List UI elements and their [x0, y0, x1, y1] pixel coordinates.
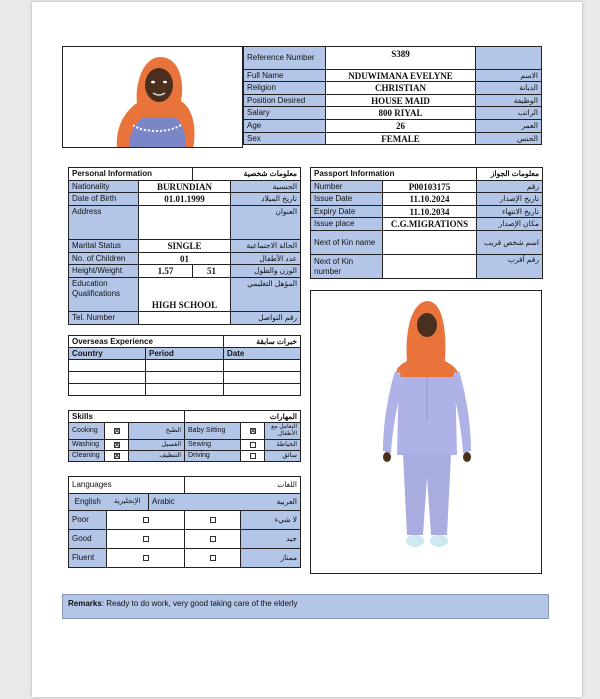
checked-box-icon: [114, 442, 120, 448]
issue-date-label: Issue Date: [311, 193, 383, 206]
kin-name-value: [383, 231, 477, 255]
portrait-photo: [62, 46, 243, 148]
religion-ar: الديانة: [476, 82, 542, 95]
education-value: HIGH SCHOOL: [139, 278, 231, 312]
issue-date-value: 11.10.2024: [383, 193, 477, 206]
hw-label: Height/Weight: [69, 265, 139, 278]
arabic-fluent-checkbox: [185, 549, 241, 568]
skill-cleaning-label: Cleaning: [69, 451, 105, 462]
height-value: 1.57: [139, 265, 193, 278]
overseas-cell: [146, 384, 224, 396]
header-info-table: [243, 46, 542, 145]
age-label: Age: [244, 120, 326, 133]
skill-washing-checkbox: [105, 440, 129, 451]
dob-ar: تاريخ الميلاد: [231, 193, 301, 206]
languages-table: [68, 476, 301, 568]
personal-title: Personal Information: [69, 168, 193, 181]
issue-date-ar: تاريخ الإصدار: [477, 193, 543, 206]
portrait-image: [63, 47, 243, 148]
fullname-ar: الاسم: [476, 70, 542, 82]
age-value: 26: [326, 120, 476, 133]
marital-ar: الحالة الاجتماعية: [231, 240, 301, 253]
overseas-title: Overseas Experience: [69, 336, 224, 348]
kin-number-ar: رقم أقرب: [477, 255, 543, 279]
languages-title-ar: اللغات: [185, 477, 301, 494]
dob-label: Date of Birth: [69, 193, 139, 206]
sex-ar: الجنس: [476, 133, 542, 145]
skill-cleaning-checkbox: [105, 451, 129, 462]
children-ar: عدد الأطفال: [231, 253, 301, 265]
nationality-label: Nationality: [69, 181, 139, 193]
overseas-cell: [224, 360, 301, 372]
overseas-title-ar: خبرات سابقة: [224, 336, 301, 348]
children-label: No. of Children: [69, 253, 139, 265]
remarks-box: [62, 594, 549, 619]
weight-value: 51: [193, 265, 231, 278]
sex-label: Sex: [244, 133, 326, 145]
skill-sewing-label: Sewing: [185, 440, 241, 451]
salary-label: Salary: [244, 107, 326, 120]
skill-sewing-ar: الخياطة: [265, 440, 301, 451]
expiry-date-ar: تاريخ الانتهاء: [477, 206, 543, 218]
passport-number-ar: رقم: [477, 181, 543, 193]
skill-driving-label: Driving: [185, 451, 241, 462]
education-ar: المؤهل التعليمي: [231, 278, 301, 312]
issue-place-ar: مكان الإصدار: [477, 218, 543, 231]
personal-title-ar: معلومات شخصية: [193, 168, 301, 181]
expiry-date-label: Expiry Date: [311, 206, 383, 218]
salary-ar: الراتب: [476, 107, 542, 120]
skill-cooking-checkbox: [105, 423, 129, 440]
personal-info-table: [68, 167, 301, 325]
english-label: English: [69, 494, 107, 511]
dob-value: 01.01.1999: [139, 193, 231, 206]
overseas-cell: [69, 372, 146, 384]
children-value: 01: [139, 253, 231, 265]
checked-box-icon: [250, 428, 256, 434]
tel-label: Tel. Number: [69, 312, 139, 325]
remarks-label: Remarks: [68, 599, 102, 608]
cv-page: [32, 2, 582, 697]
english-poor-checkbox: [107, 511, 185, 530]
overseas-cell: [146, 360, 224, 372]
address-label: Address: [69, 206, 139, 240]
kin-name-ar: اسم شخص قريب: [477, 231, 543, 255]
arabic-good-checkbox: [185, 530, 241, 549]
nationality-value: BURUNDIAN: [139, 181, 231, 193]
religion-value: CHRISTIAN: [326, 82, 476, 95]
level-poor-ar: لا شيء: [241, 511, 301, 530]
salary-value: 800 RIYAL: [326, 107, 476, 120]
full-body-photo: [310, 290, 542, 574]
reference-value: S389: [326, 47, 476, 70]
passport-title: Passport Information: [311, 168, 477, 181]
level-fluent-ar: ممتاز: [241, 549, 301, 568]
skills-title: Skills: [69, 411, 185, 423]
skill-washing-ar: الغسيل: [129, 440, 185, 451]
marital-value: SINGLE: [139, 240, 231, 253]
full-body-image: [311, 291, 542, 574]
overseas-cell: [69, 360, 146, 372]
remarks-text: : Ready to do work, very good taking care of the elderly: [101, 599, 298, 608]
empty-box-icon: [210, 536, 216, 542]
position-label: Position Desired: [244, 95, 326, 107]
expiry-date-value: 11.10.2034: [383, 206, 477, 218]
age-ar: العمر: [476, 120, 542, 133]
overseas-col-date: Date: [224, 348, 301, 360]
skill-cooking-ar: الطبخ: [129, 423, 185, 440]
arabic-label: Arabic: [149, 494, 185, 511]
reference-label: Reference Number: [244, 47, 326, 70]
overseas-cell: [224, 372, 301, 384]
languages-title: Languages: [69, 477, 185, 494]
tel-ar: رقم التواصل: [231, 312, 301, 325]
nationality-ar: الجنسية: [231, 181, 301, 193]
overseas-col-country: Country: [69, 348, 146, 360]
issue-place-label: Issue place: [311, 218, 383, 231]
hw-ar: الوزن والطول: [231, 265, 301, 278]
kin-name-label: Next of Kin name: [311, 231, 383, 255]
skill-sewing-checkbox: [241, 440, 265, 451]
skill-washing-label: Washing: [69, 440, 105, 451]
english-fluent-checkbox: [107, 549, 185, 568]
overseas-cell: [146, 372, 224, 384]
skills-table: [68, 410, 301, 462]
tel-value: [139, 312, 231, 325]
arabic-poor-checkbox: [185, 511, 241, 530]
reference-ar: [476, 47, 542, 70]
skill-driving-checkbox: [241, 451, 265, 462]
overseas-cell: [69, 384, 146, 396]
skills-title-ar: المهارات: [185, 411, 301, 423]
passport-info-table: [310, 167, 543, 279]
marital-label: Marital Status: [69, 240, 139, 253]
skill-driving-ar: سائق: [265, 451, 301, 462]
position-value: HOUSE MAID: [326, 95, 476, 107]
level-poor-label: Poor: [69, 511, 107, 530]
empty-box-icon: [250, 442, 256, 448]
empty-box-icon: [143, 536, 149, 542]
overseas-col-period: Period: [146, 348, 224, 360]
education-label: Education Qualifications: [69, 278, 139, 312]
checked-box-icon: [114, 453, 120, 459]
position-ar: الوظيفة: [476, 95, 542, 107]
skill-cleaning-ar: التنظيف: [129, 451, 185, 462]
checked-box-icon: [114, 428, 120, 434]
sex-value: FEMALE: [326, 133, 476, 145]
level-fluent-label: Fluent: [69, 549, 107, 568]
empty-box-icon: [250, 453, 256, 459]
empty-box-icon: [143, 517, 149, 523]
level-good-label: Good: [69, 530, 107, 549]
fullname-label: Full Name: [244, 70, 326, 82]
english-ar: الإنجليزية: [107, 494, 149, 511]
skill-babysitting-ar: التعامل مع الأطفال: [265, 423, 301, 440]
overseas-table: [68, 335, 301, 396]
level-good-ar: جيد: [241, 530, 301, 549]
empty-box-icon: [143, 555, 149, 561]
passport-number-value: P00103175: [383, 181, 477, 193]
address-value: [139, 206, 231, 240]
empty-box-icon: [210, 517, 216, 523]
arabic-ar: العربية: [241, 494, 301, 511]
skill-babysitting-label: Baby Sitting: [185, 423, 241, 440]
passport-number-label: Number: [311, 181, 383, 193]
kin-number-label: Next of Kin number: [311, 255, 383, 279]
overseas-cell: [224, 384, 301, 396]
passport-title-ar: معلومات الجواز: [477, 168, 543, 181]
skill-babysitting-checkbox: [241, 423, 265, 440]
issue-place-value: C.G.MIGRATIONS: [383, 218, 477, 231]
fullname-value: NDUWIMANA EVELYNE: [326, 70, 476, 82]
religion-label: Religion: [244, 82, 326, 95]
skill-cooking-label: Cooking: [69, 423, 105, 440]
address-ar: العنوان: [231, 206, 301, 240]
empty-box-icon: [210, 555, 216, 561]
kin-number-value: [383, 255, 477, 279]
english-good-checkbox: [107, 530, 185, 549]
